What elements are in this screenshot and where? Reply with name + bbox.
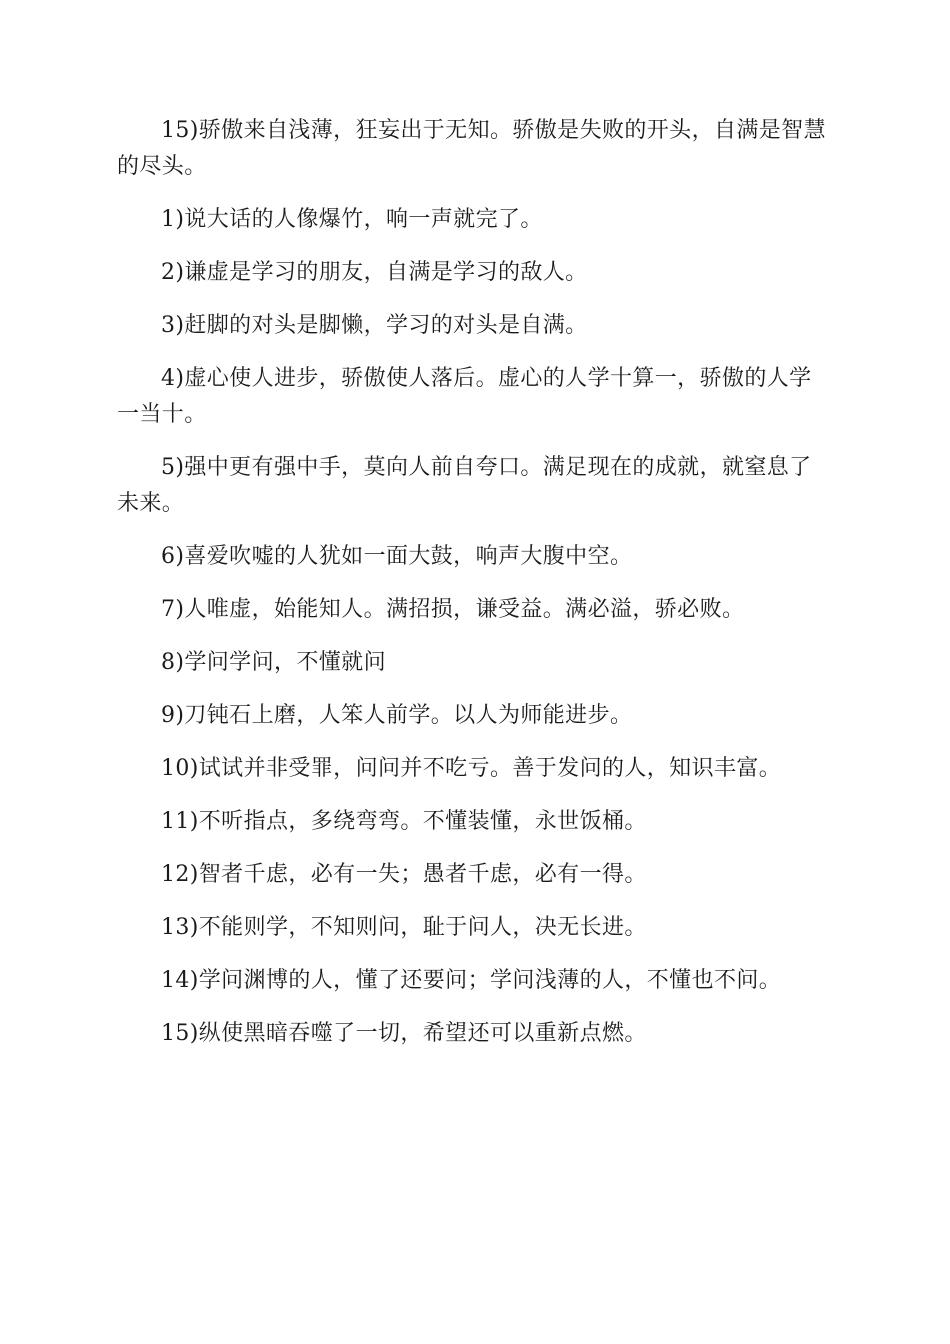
paragraph: 13)不能则学，不知则问，耻于问人，决无长进。 — [161, 915, 647, 940]
paragraph: 10)试试并非受罪，问问并不吃亏。善于发问的人，知识丰富。 — [161, 756, 782, 781]
paragraph: 4)虚心使人进步，骄傲使人落后。虚心的人学十算一，骄傲的人学一当十。 — [117, 366, 812, 427]
paragraph: 5)强中更有强中手，莫向人前自夸口。满足现在的成就，就窒息了未来。 — [117, 455, 812, 516]
paragraph: 12)智者千虑，必有一失；愚者千虑，必有一得。 — [161, 862, 647, 887]
paragraph: 14)学问渊博的人，懂了还要问；学问浅薄的人，不懂也不问。 — [161, 968, 782, 993]
paragraph: 11)不听指点，多绕弯弯。不懂装懂，永世饭桶。 — [161, 809, 647, 834]
paragraph: 8)学问学问，不懂就问 — [161, 650, 386, 675]
paragraph: 9)刀钝石上磨，人笨人前学。以人为师能进步。 — [161, 703, 633, 728]
paragraph: 15)骄傲来自浅薄，狂妄出于无知。骄傲是失败的开头，自满是智慧的尽头。 — [117, 118, 826, 179]
paragraph: 15)纵使黑暗吞噬了一切，希望还可以重新点燃。 — [161, 1021, 647, 1046]
paragraph: 6)喜爱吹嘘的人犹如一面大鼓，响声大腹中空。 — [161, 544, 633, 569]
paragraph: 3)赶脚的对头是脚懒，学习的对头是自满。 — [161, 313, 588, 338]
paragraph: 2)谦虚是学习的朋友，自满是学习的敌人。 — [161, 260, 588, 285]
paragraph: 7)人唯虚，始能知人。满招损，谦受益。满必溢，骄必败。 — [161, 597, 745, 622]
paragraph: 1)说大话的人像爆竹，响一声就完了。 — [161, 207, 543, 232]
document-body — [117, 113, 833, 1069]
